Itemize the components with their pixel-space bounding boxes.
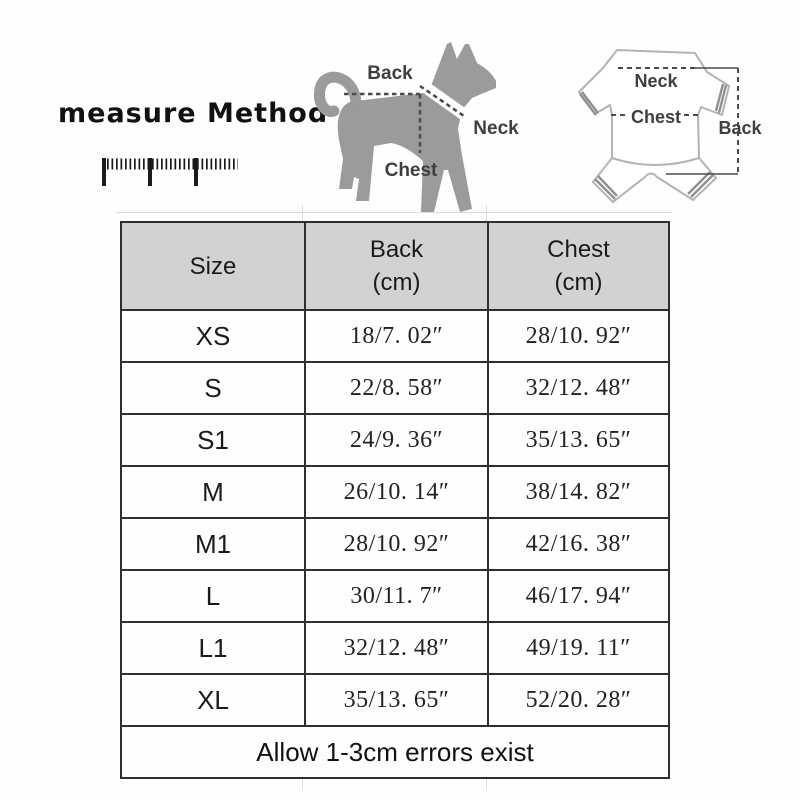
chest-cell: 32/12. 48″ [488,362,669,414]
garment-chest-label: Chest [630,107,682,127]
size-cell: M [121,466,305,518]
table-row [121,518,669,570]
size-cell: S [121,362,305,414]
chest-cell: 35/13. 65″ [488,414,669,466]
table-note-row [121,726,669,778]
table-row [121,674,669,726]
back-cell: 24/9. 36″ [305,414,488,466]
back-cell: 26/10. 14″ [305,466,488,518]
table-row [121,310,669,362]
dog-back-label: Back [367,63,413,84]
gridline-artifact [116,212,672,213]
back-cell: 28/10. 92″ [305,518,488,570]
back-cell: 18/7. 02″ [305,310,488,362]
dog-silhouette [338,42,496,212]
table-row [121,622,669,674]
chest-cell: 42/16. 38″ [488,518,669,570]
size-column-header [121,222,305,310]
table-row [121,570,669,622]
chest-header-unit: (cm) [554,269,603,296]
back-cell: 35/13. 65″ [305,674,488,726]
chest-cell: 28/10. 92″ [488,310,669,362]
back-cell: 32/12. 48″ [305,622,488,674]
size-cell: M1 [121,518,305,570]
chest-cell: 52/20. 28″ [488,674,669,726]
size-cell: S1 [121,414,305,466]
dog-chest-label: Chest [384,160,438,181]
size-table [120,221,670,779]
chest-column-header [488,222,669,310]
garment-measurement-diagram [565,15,797,210]
ruler-icon [100,156,245,190]
chest-cell: 38/14. 82″ [488,466,669,518]
table-row [121,414,669,466]
size-header-label: Size [189,252,237,280]
dog-neck-label: Neck [473,118,519,139]
garment-neck-label: Neck [634,71,678,91]
back-column-header [305,222,488,310]
table-row [121,362,669,414]
gridline-artifact [486,205,487,221]
table-header-row [121,222,669,310]
back-header-label: Back [369,236,424,263]
gridline-artifact [302,205,303,221]
chest-cell: 46/17. 94″ [488,570,669,622]
back-cell: 30/11. 7″ [305,570,488,622]
size-cell: L [121,570,305,622]
size-cell: XS [121,310,305,362]
chest-header-label: Chest [547,236,610,263]
measure-method-title: measure Method [58,98,329,129]
garment-back-label: Back [718,118,762,138]
size-cell: XL [121,674,305,726]
size-cell: L1 [121,622,305,674]
table-note: Allow 1-3cm errors exist [121,726,669,778]
chest-cell: 49/19. 11″ [488,622,669,674]
back-cell: 22/8. 58″ [305,362,488,414]
table-row [121,466,669,518]
back-header-unit: (cm) [372,269,421,296]
